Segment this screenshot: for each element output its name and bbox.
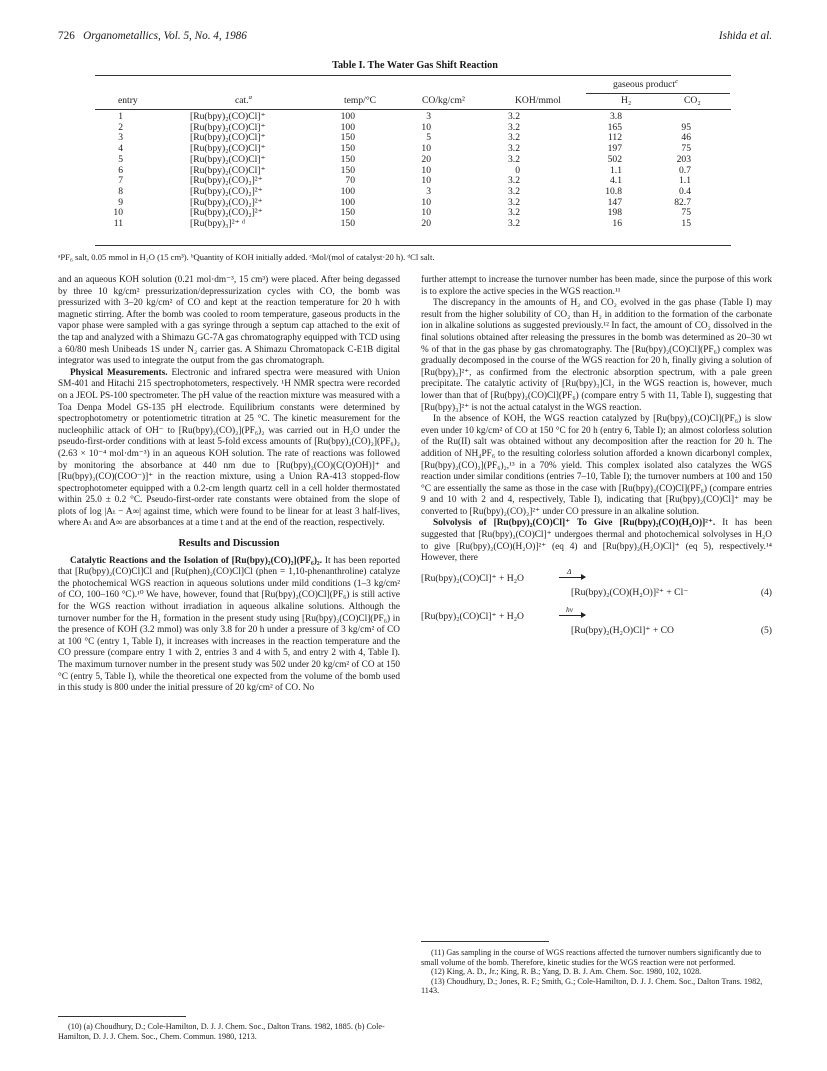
table-cell: 1.1 [610,164,622,176]
table-cell: 3.2 [508,185,520,197]
col-header-entry: entry [118,95,138,106]
footnote: (10) (a) Choudhury, D.; Cole-Hamilton, D. J. J. Chem. Soc., Dalton Trans. 1982, 1885. (b) Cole-Hamilton, D. J. J. Chem. Soc., Chem. Commun. 1980, 1213. [58,1022,385,1041]
equation-5 [421,604,772,641]
volume-info: Vol. 5, No. 4, 1986 [163,30,247,42]
table-cell: 15 [681,218,691,229]
table-cell: 75 [681,207,691,219]
table-cell: 112 [607,132,622,144]
header-authors: Ishida et al. [718,30,772,42]
page-number: 726 [58,30,75,42]
eq5-condition: hν [566,604,574,614]
table-cell: 3.2 [508,207,520,219]
table-cell: 10 [421,143,431,155]
col-header-co: CO/kg/cm² [422,95,465,106]
paragraph: further attempt to increase the turnover number has been made, since the purpose of this work is to explore the active species in the WGS reaction.¹¹ [421,275,772,297]
table-top-rule [95,75,731,76]
table-cell: 20 [421,218,431,229]
table-cell: 165 [607,121,622,133]
table-cell: 0 [515,164,520,176]
table-cell: 46 [681,132,691,144]
table-cell: [Ru(bpy)₂(CO)₂]²⁺ [190,185,263,197]
table-cell: 100 [340,111,355,122]
table-cell: [Ru(bpy)₂(CO)Cl]⁺ [190,164,266,176]
table-cell: 20 [421,153,431,165]
table-cell: 150 [340,143,355,155]
table-cell: 10.8 [605,185,622,197]
table-cell: 5 [118,153,123,165]
table-cell: [Ru(bpy)₂(CO)₂]²⁺ [190,196,263,208]
right-column [421,275,772,643]
col-header-h2: H₂ [621,95,632,106]
table-cell: 3.2 [508,121,520,133]
table-cell: 4.1 [610,175,622,187]
footnote-rule [421,941,549,942]
table-cell: 16 [612,218,622,229]
paragraph: and an aqueous KOH solution (0.21 mol·dm⁻³, 15 cm³) were placed. After being degassed by three 10 kg/cm² pressurization/depressurization cycles with CO, the bomb was pressurized with 3–20 kg/cm² of CO and kept at the reaction temperature for 20 h with magnetic stirring. After the bomb was cooled to room temperature, gaseous products in the vapor phase were sampled with a gas syringe through a septum cap attached to the exit of the tap and analyzed with a Shimazu GC-7A gas chromatography equipped with TCD using a 60/80 mesh Unibeads 1S under N₂ carrier gas. A Shimazu Chromatopack C-E1B digital integrator was used to integrate the output from the gas chromatograph. [58,275,400,367]
table-cell: 10 [421,164,431,176]
table-cell: 150 [340,132,355,144]
table-cell: 3.8 [610,111,622,122]
eq4-condition: Δ [567,566,572,576]
run-in-heading: Solvolysis of [Ru(bpy)₂(CO)Cl]⁺ To Give [Ru(bpy)₂(CO)(H₂O)]²⁺. [433,518,716,529]
table-cell: [Ru(bpy)₂(CO)Cl]⁺ [190,111,266,122]
table-cell: 8 [118,185,123,197]
col-header-temp: temp/°C [344,95,377,106]
table-cell: 4 [118,143,123,155]
table-cell: 203 [676,153,691,165]
table-cell: 150 [340,207,355,219]
table-cell: 75 [681,143,691,155]
run-in-heading: Physical Measurements. [70,367,168,378]
eq5-rhs: [Ru(bpy)₂(H₂O)Cl]⁺ + CO [571,624,674,636]
table-cell: 3 [426,111,431,122]
table-cell: 3 [426,185,431,197]
table-group-rule [586,93,730,94]
table-cell: 100 [340,185,355,197]
table-cell: 10 [421,121,431,133]
left-footnotes [58,1022,400,1041]
table-cell: 502 [607,153,622,165]
reaction-arrow-icon [559,577,585,578]
table-cell: 82.7 [674,196,691,208]
table-cell: 70 [345,175,355,187]
footnote: (13) Choudhury, D.; Jones, R. F.; Smith, G.; Cole-Hamilton, D. J. J. Chem. Soc., Dalton Trans. 1982, 1143. [421,976,763,996]
table-cell: 10 [113,207,123,219]
run-in-heading: Catalytic Reactions and the Isolation of [Ru(bpy)₂(CO)₂](PF₆)₂. [70,555,323,566]
table-cell: 3.2 [508,111,520,122]
paragraph: Solvolysis of [Ru(bpy)₂(CO)Cl]⁺ To Give [Ru(bpy)₂(CO)(H₂O)]²⁺. It has been suggested that [Ru(bpy)₂(CO)Cl]⁺ undergoes thermal and photochemical solvolyses in H₂O to give [Ru(bpy)₂(CO)(H₂O)]²⁺ (eq 4) and [Ru(bpy)₂(H₂O)Cl]⁺ (eq 5), respectively.¹⁴ However, there [421,518,772,564]
table-cell: 150 [340,153,355,165]
table-cell: [Ru(bpy)₂(CO)₂]²⁺ [190,175,263,187]
col-header-cat: cat.$^a$ [235,93,252,106]
table-cell: 100 [340,196,355,208]
table-cell: 0.4 [679,185,691,197]
page-header [58,30,772,44]
table-cell: [Ru(bpy)₂(CO)Cl]⁺ [190,121,266,133]
table-cell: 6 [118,164,123,176]
table-cell: 3.2 [508,218,520,229]
table-cell: 150 [340,218,355,229]
eq4-lhs: [Ru(bpy)₂(CO)Cl]⁺ + H₂O [421,572,524,584]
footnote: (12) King, A. D., Jr.; King, R. B.; Yang, D. B. J. Am. Chem. Soc. 1980, 102, 1028. [431,967,702,977]
table-cell: [Ru(bpy)₃]²⁺ ᵈ [190,218,246,229]
table-cell: 197 [607,143,622,155]
eq5-number: (5) [760,624,772,636]
equation-4 [421,566,772,603]
paragraph: Catalytic Reactions and the Isolation of [Ru(bpy)₂(CO)₂](PF₆)₂. It has been reported that [Ru(bpy)₂(CO)Cl]Cl and [Ru(phen)₂(CO)Cl]Cl (phen = 1,10-phenanthroline) catalyze the photochemical WGS reaction in aqueous solutions under mild conditions (1–3 kg/cm² of CO, 100–160 °C).¹⁰ We have, however, found that [Ru(bpy)₂(CO)Cl](PF₆) is still active for the WGS reaction without irradiation in aqueous alkaline solutions. Although the turnover number for the H₂ formation in the present study using [Ru(bpy)₂(CO)Cl](PF₆) in the presence of KOH (3.2 mmol) was only 3.8 for 20 h under a pressure of 3 kg/cm² of CO at 100 °C (entry 1, Table I), it increases with increases in the reaction temperature and the CO pressure (compare entry 1 with 2, entries 3 and 4 with 5, and entry 2 with 4, Table I). The maximum turnover number in the present study was 502 under 20 kg/cm² of CO at 150 °C (entry 5, Table I), while the theoretical one expected from the volume of the bomb used in this study is 800 under the initial pressure of 20 kg/cm² of CO. No [58,555,400,694]
table-cell: 3.2 [508,132,520,144]
table-cell: 9 [118,196,123,208]
eq5-lhs: [Ru(bpy)₂(CO)Cl]⁺ + H₂O [421,610,524,622]
left-column [58,275,400,695]
table-cell: 3.2 [508,143,520,155]
table-cell: [Ru(bpy)₂(CO)Cl]⁺ [190,143,266,155]
paragraph: The discrepancy in the amounts of H₂ and CO₂ evolved in the gas phase (Table I) may result from the higher solubility of CO₂ than H₂ in addition to the formation of the carbonate ion in alkaline solutions as suggested previously.¹² In fact, the amount of CO₂ dissolved in the final solutions obtained after releasing the pressures in the bomb was determined as 20–30 wt % of that in the gas phase by gas chromatography. The [Ru(bpy)₂(CO)Cl](PF₆) complex was gradually decomposed in the course of the WGS reaction for 20 h, finally giving a solution of [Ru(bpy)₃]²⁺, as confirmed from the electronic absorption spectrum, with a pale green precipitate. The catalytic activity of [Ru(bpy)₃]Cl₂ in the WGS reaction is, however, much lower than that of [Ru(bpy)₂(CO)Cl](PF₆) (compare entry 5 with 11, Table I), suggesting that [Ru(bpy)₃]²⁺ is not the actual catalyst in the WGS reaction. [421,298,772,413]
table-cell: 150 [340,164,355,176]
section-heading: Results and Discussion [178,538,280,550]
paragraph: In the absence of KOH, the WGS reaction catalyzed by [Ru(bpy)₂(CO)Cl](PF₆) is slow even under 10 kg/cm² of CO at 150 °C for 20 h (entry 6, Table I); an almost colorless solution of the Ru(II) salt was obtained without any decomposition after the reaction for 20 h. The addition of NH₄PF₆ to the resulting colorless solution afforded a known dicarbonyl complex, [Ru(bpy)₂(CO)₂](PF₆)₂,¹³ in a 70% yield. This complex isolated also catalyzes the WGS reaction under similar conditions (entries 7–10, Table I); the turnover numbers at 100 and 150 °C are essentially the same as those in the case with [Ru(bpy)₂(CO)Cl](PF₆) (compare entries 9 and 10 with 2 and 4, respectively, Table I), indicating that [Ru(bpy)₂(CO)Cl]⁺ may be converted to [Ru(bpy)₂(CO)₂]²⁺ under CO pressure in an alkaline solution. [421,414,772,517]
eq4-rhs: [Ru(bpy)₂(CO)(H₂O)]²⁺ + Cl⁻ [571,586,689,598]
table-cell: 5 [426,132,431,144]
table-cell: [Ru(bpy)₂(CO)₂]²⁺ [190,207,263,219]
table-cell: 198 [607,207,622,219]
table-cell: 3 [118,132,123,144]
footnote-rule [58,1016,186,1017]
table-cell: 2 [118,121,123,133]
table-cell: 100 [340,121,355,133]
col-header-co2: CO₂ [684,95,701,106]
table-cell: 7 [118,175,123,187]
table-bottom-rule [95,245,731,246]
header-left [58,30,247,42]
table-cell: 0.7 [679,164,691,176]
table-cell: 3.2 [508,196,520,208]
table-cell: [Ru(bpy)₂(CO)Cl]⁺ [190,132,266,144]
table-cell: 11 [113,218,123,229]
col-header-koh: KOH/mmol [515,95,561,106]
table-cell: 3.2 [508,175,520,187]
group-header-label: gaseous product$^c$ [613,77,679,90]
table-title: Table I. The Water Gas Shift Reaction [332,60,498,71]
table-cell: 3.2 [508,153,520,165]
journal-name: Organometallics, [83,30,161,42]
table-cell: 10 [421,207,431,219]
table-cell: 95 [681,121,691,133]
reaction-arrow-icon [559,615,585,616]
eq4-number: (4) [760,586,772,598]
table-footnote: ᵃPF₆ salt, 0.05 mmol in H₂O (15 cm³). ᵇQuantity of KOH initially added. ᶜMol/(mol of catalyst·20 h). ᵈCl salt. [58,252,435,262]
table-cell: 1.1 [679,175,691,187]
table-cell: 1 [118,111,123,122]
table-cell: 10 [421,196,431,208]
table-cell: 10 [421,175,431,187]
table-cell: 147 [607,196,622,208]
table-header-rule [95,109,731,110]
paragraph: Physical Measurements. Electronic and infrared spectra were measured with Union SM-401 and Hitachi 215 spectrophotometers, respectively. ¹H NMR spectra were recorded on a JEOL PS-100 spectrometer. The pH value of the reaction mixture was measured with a Toa Denpa Model GS-135 pH electrode. Equilibrium constants were determined by spectrophotometry or potentiometric titration at 25 °C. The kinetic measurement for the nucleophilic attack of OH⁻ to [Ru(bpy)₂(CO)₂](PF₆)₂ was carried out in H₂O under the pseudo-first-order conditions with at least 5-fold excess amounts of [Ru(bpy)₂(CO)₂](PF₆)₂ (2.63 × 10⁻⁴ mol·dm⁻³) in an aqueous KOH solution. The rate of reactions was followed by monitoring the absorbance at 440 nm due to [Ru(bpy)₂(CO)(C(O)OH)]⁺ and [Ru(bpy)₂(CO)(COO⁻)]⁺ in the reaction mixture, using a Union RA-413 stopped-flow spectrophotometer equipped with a 0.2-cm length quartz cell in a cell holder thermostated within 25.0 ± 0.2 °C. Pseudo-first-order rate constants were obtained from the slope of plots of log |Aₜ − A∞| against time, which were found to be linear for at least 3 half-lives, where Aₜ and A∞ are absorbances at a time t and at the end of the reaction, respectively. [58,367,400,529]
footnote: (11) Gas sampling in the course of WGS reactions affected the turnover numbers significantly due to small volume of the bomb. Therefore, kinetic studies for the WGS reaction were not performed. [421,948,762,967]
right-footnotes [421,948,772,996]
table-cell: [Ru(bpy)₂(CO)Cl]⁺ [190,153,266,165]
